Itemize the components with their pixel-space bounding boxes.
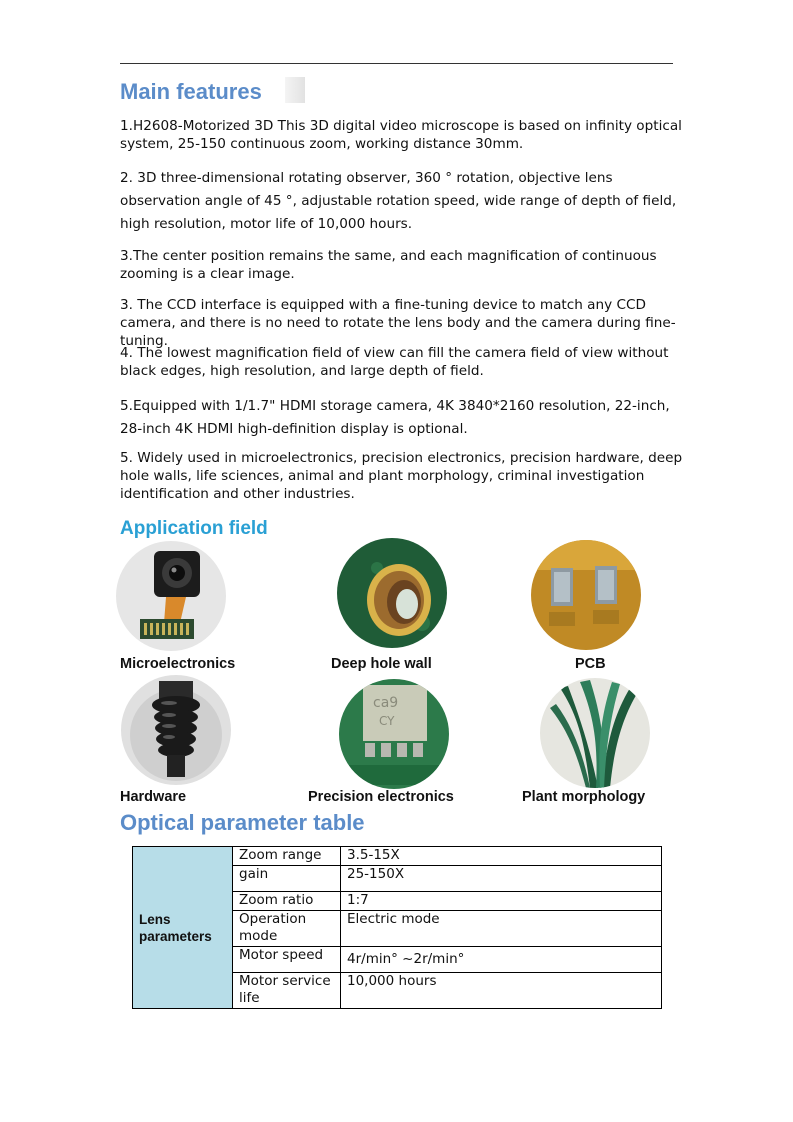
threaded-part-icon [121,675,231,785]
main-features-title: Main features [120,79,262,104]
param-value: 10,000 hours [341,973,662,1009]
app-label-precision-electronics: Precision electronics [308,789,454,805]
app-label-hardware: Hardware [120,789,187,805]
param-name: gain [233,866,341,892]
pcb-components-icon [531,540,641,650]
feature-item: 5.Equipped with 1/1.7" HDMI storage camera, 4K 3840*2160 resolution, 22-inch, 28-inch 4K HDMI high-definition display is optional. [120,398,670,437]
header-rule [120,63,673,64]
feature-item: 1.H2608-Motorized 3D This 3D digital video microscope is based on infinity optical system, 25-150 continuous zoom, working distance 30mm. [120,118,682,152]
param-name: Zoom range [233,847,341,866]
app-label-deep-hole-wall: Deep hole wall [331,656,432,672]
app-label-plant-morphology: Plant morphology [522,789,646,805]
param-value: 3.5-15X [341,847,662,866]
feature-item: 2. 3D three-dimensional rotating observer, 360 ° rotation, objective lens observation angle of 45 °, adjustable rotation speed, wide range of depth of field, high resolution, motor life of 10,000 hours. [120,170,677,232]
feature-item: 3.The center position remains the same, and each magnification of continuous zooming is a clear image. [120,248,657,282]
plant-leaves-icon [540,678,650,788]
table-group-label: Lens parameters [133,847,233,1009]
application-field-title: Application field [120,518,268,539]
param-value: 4r/min° ~2r/min° [341,947,662,973]
param-name: Motor speed [233,947,341,973]
app-label-pcb: PCB [575,656,606,672]
param-value: Electric mode [341,911,662,947]
camera-module-icon [116,541,226,651]
feature-item: 4. The lowest magnification field of view can fill the camera field of view without black edges, high resolution, and large depth of field. [120,345,669,379]
feature-item: 5. Widely used in microelectronics, precision electronics, precision hardware, deep hole walls, life sciences, animal and plant morphology, criminal investigation identification and other industries. [120,450,683,502]
feature-item: 3. The CCD interface is equipped with a fine-tuning device to match any CCD camera, and there is no need to rotate the lens body and the camera during fine-tuning. [120,297,676,349]
param-value: 25-150X [341,866,662,892]
param-name: Motor service life [233,973,341,1009]
optical-parameter-table-title: Optical parameter table [120,810,365,835]
app-label-microelectronics: Microelectronics [120,656,236,672]
parameter-table [132,846,662,1009]
decorative-box [285,77,305,103]
circuit-chip-icon [339,679,449,789]
deep-hole-icon [337,538,447,648]
svg-text:CY: CY [379,714,395,728]
param-name: Zoom ratio [233,892,341,911]
param-name: Operation mode [233,911,341,947]
svg-text:ca9: ca9 [373,695,399,711]
param-value: 1:7 [341,892,662,911]
